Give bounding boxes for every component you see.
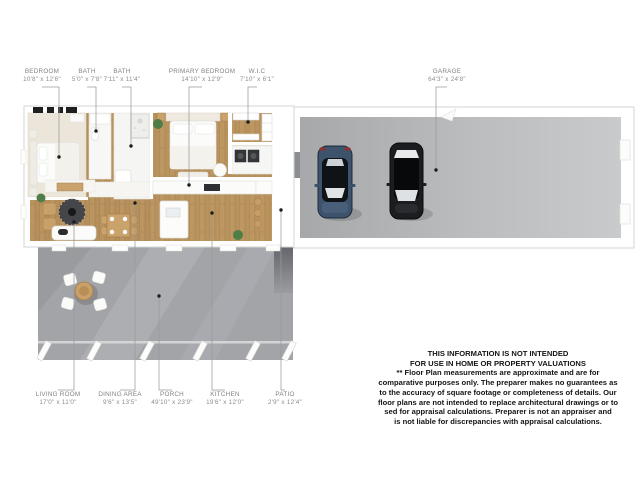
plant-icon: [233, 230, 243, 240]
cooktop-icon: [204, 184, 220, 191]
room-label-dining-area: DINING AREA 9'6" x 13'5": [98, 391, 142, 406]
kitchen-island: [160, 201, 188, 238]
room-label-kitchen: KITCHEN 19'6" x 12'0": [206, 391, 244, 406]
room-label-bath2: BATH 7'11" x 11'4": [103, 68, 141, 83]
room-label-wic: W.I.C 7'10" x 6'1": [239, 68, 275, 83]
garage: [292, 107, 634, 248]
bar-stool-icon: [255, 210, 262, 217]
nightstand: [29, 188, 37, 196]
dresser: [70, 114, 84, 122]
room-label-bedroom: BEDROOM 10'8" x 12'6": [23, 68, 61, 83]
shower-icon: [131, 114, 149, 138]
armchair-icon: [43, 203, 56, 215]
plant-icon: [153, 119, 163, 129]
window-icon: [21, 150, 26, 164]
sofa-decor: [58, 229, 68, 235]
disclaimer-text: [352, 349, 640, 427]
window-icon: [21, 205, 26, 219]
disclaimer-body-line: to the accuracy of square footage or completeness of details. Our: [379, 387, 617, 397]
armchair-icon: [214, 164, 227, 177]
disclaimer-body-line: is not liable for discrepancies with appraisal calculations.: [394, 416, 602, 426]
disclaimer-body-line: sed for appraisal calculations. Preparer is not an appraiser and: [384, 407, 612, 417]
disclaimer-heading-1: THIS INFORMATION IS NOT INTENDED: [427, 349, 569, 358]
bed-icon: [30, 141, 79, 185]
nightstand: [29, 130, 37, 138]
room-label-patio: PATIO 2'9" x 12'4": [267, 391, 303, 406]
house: [21, 106, 294, 251]
disclaimer-body-line: ** Floor Plan measurements are approximate and are for: [396, 368, 600, 378]
vanity: [90, 114, 110, 124]
black-car-icon: [387, 143, 427, 219]
fridge-icon: [256, 181, 272, 194]
room-label-primary-bedroom: PRIMARY BEDROOM 14'10" x 12'9": [168, 68, 236, 83]
bar-stool-icon: [255, 221, 262, 228]
disclaimer-heading-2: FOR USE IN HOME OR PROPERTY VALUATIONS: [410, 358, 586, 368]
disclaimer-body-line: comparative purposes only. The preparer makes no guarantees as: [378, 378, 618, 388]
room-label-bath1: BATH 5'0" x 7'8": [71, 68, 103, 83]
room-label-porch: PORCH 49'10" x 23'9": [151, 391, 193, 406]
primary-bed-icon: [166, 113, 220, 179]
room-label-garage: GARAGE 64'3" x 24'8": [428, 68, 466, 83]
nightstand: [221, 113, 229, 121]
console-table: [57, 183, 83, 191]
plant-icon: [37, 194, 46, 203]
garage-window-niche: [620, 204, 630, 224]
garage-window-niche: [620, 140, 630, 160]
disclaimer-body-line: floor plans are not intended to replace architectural drawings or to: [377, 397, 619, 407]
hallway-floor: [89, 182, 150, 197]
sink-icon: [166, 208, 180, 217]
porch: [37, 247, 297, 361]
room-label-living-room: LIVING ROOM 17'0" x 11'0": [35, 391, 81, 406]
rug-icon: [59, 199, 85, 225]
bar-stool-icon: [255, 199, 262, 206]
laundry-nook: [232, 146, 272, 174]
blue-car-icon: [315, 146, 356, 218]
